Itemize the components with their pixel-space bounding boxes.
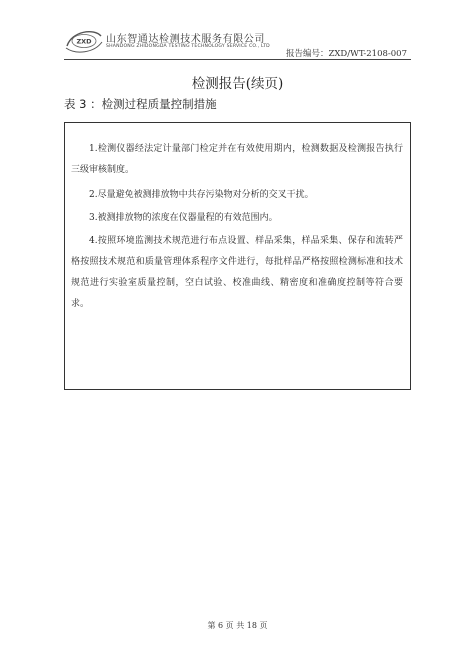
company-logo (64, 26, 270, 56)
document-title: 检测报告(续页) (191, 76, 284, 92)
measure-paragraph-2: 2.尽量避免被测排放物中共存污染物对分析的交叉干扰。 (89, 190, 314, 200)
logo-text: ZXD (76, 37, 92, 46)
measure-paragraph-1: 1.检测仪器经法定计量部门检定并在有效使用期内，检测数据及检测报告执行三级审核制度。 (71, 144, 403, 175)
measure-paragraph-3: 3.被测排放物的浓度在仪器量程的有效范围内。 (89, 213, 278, 223)
company-logo-icon (64, 26, 104, 56)
quality-control-table (64, 122, 411, 390)
table-caption: 表 3 ：检测过程质量控制措施 (64, 97, 217, 111)
page-number: 第 6 页 共 18 页 (207, 621, 268, 630)
header-divider (64, 59, 411, 60)
company-name-en: SHANDONG ZHIDONGDA TESTING TECHNOLOGY SERVICE CO., LTD (106, 44, 270, 49)
measure-paragraph-4: 4.按照环境监测技术规范进行布点设置、样品采集，样品采集、保存和流转严格按照技术规范和质量管理体系程序文件进行，每批样品严格按照检测标准和技术规范进行实验室质量控制，空白试验、校准曲线、精密度和准确度控制等符合要求。 (71, 236, 403, 309)
company-name-cn: 山东智通达检测技术服务有限公司 (106, 34, 265, 45)
report-number: 报告编号：ZXD/WT-2108-007 (285, 49, 407, 59)
